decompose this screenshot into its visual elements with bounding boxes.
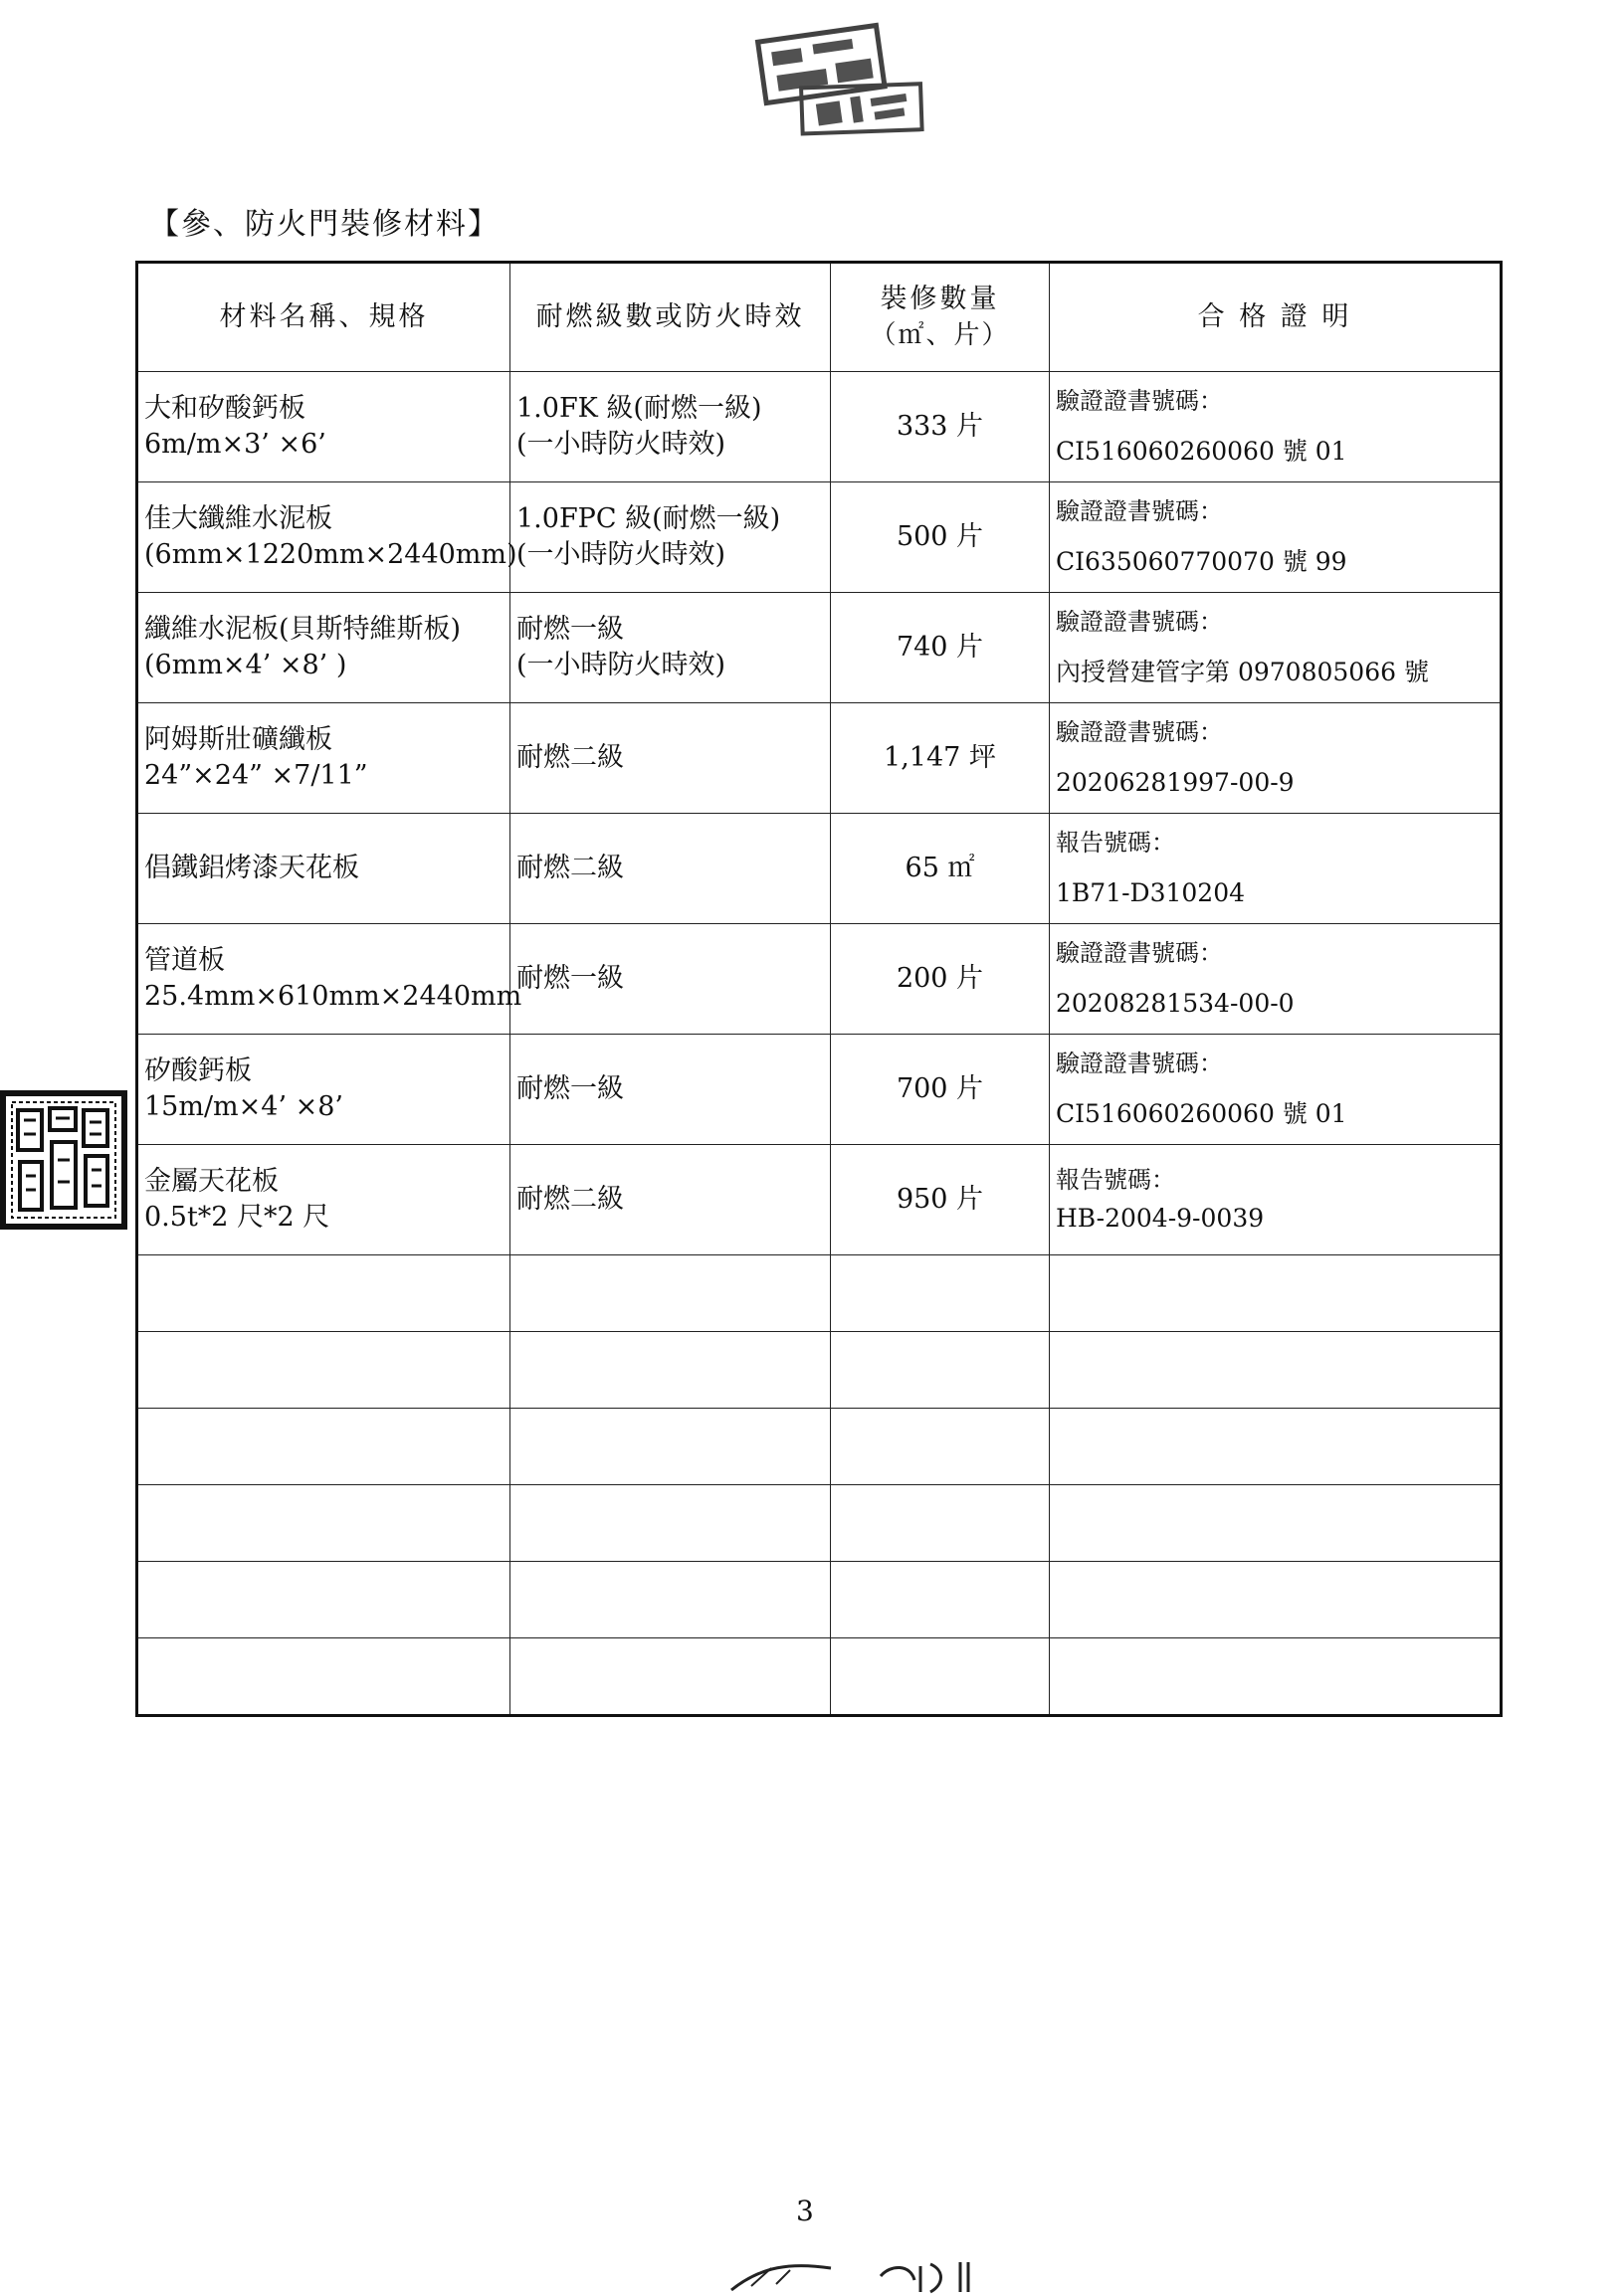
certificate-cell xyxy=(1050,1035,1502,1145)
handwritten-mark xyxy=(721,2256,1020,2296)
material-name: 大和矽酸鈣板 xyxy=(144,392,305,424)
certificate-cell xyxy=(1050,1145,1502,1255)
rating-grade: 耐燃二級 xyxy=(516,1183,624,1215)
material-name: 矽酸鈣板 xyxy=(144,1054,252,1086)
rating-cell xyxy=(510,1035,831,1145)
rating-cell xyxy=(510,482,831,593)
certificate-number: CI516060260060 號 01 xyxy=(1056,437,1347,467)
material-name-cell xyxy=(137,1035,510,1145)
material-name: 佳大纖維水泥板 xyxy=(144,502,332,534)
page-number: 3 xyxy=(796,2195,814,2227)
rating-grade: 耐燃一級 xyxy=(516,962,624,994)
material-spec: 24”×24” ×7/11” xyxy=(144,760,368,791)
material-spec: 15m/m×4’ ×8’ xyxy=(144,1091,344,1122)
rating-grade: 耐燃二級 xyxy=(516,741,624,773)
rating-cell xyxy=(510,593,831,703)
empty-row xyxy=(137,1332,1502,1409)
quantity-cell: 700 片 xyxy=(831,1035,1050,1145)
material-spec: (6mm×1220mm×2440mm) xyxy=(144,539,517,570)
header-certificate: 合 格 證 明 xyxy=(1050,263,1502,372)
rating-grade: 耐燃一級 xyxy=(516,613,624,645)
empty-row xyxy=(137,1638,1502,1716)
certificate-number: 1B71-D310204 xyxy=(1056,878,1246,908)
header-material-name: 材料名稱、規格 xyxy=(137,263,510,372)
certificate-label: 驗證證書號碼： xyxy=(1056,1049,1223,1077)
quantity-cell: 1,147 坪 xyxy=(831,703,1050,814)
quantity-cell: 950 片 xyxy=(831,1145,1050,1255)
certificate-label: 驗證證書號碼： xyxy=(1056,717,1223,746)
materials-table xyxy=(135,261,1503,1717)
certificate-number: CI516060260060 號 01 xyxy=(1056,1099,1347,1129)
certificate-number: HB-2004-9-0039 xyxy=(1056,1204,1265,1234)
rating-grade: 1.0FPC 級(耐燃一級) xyxy=(516,502,781,534)
rating-cell xyxy=(510,1145,831,1255)
rating-duration: (一小時防火時效) xyxy=(516,429,726,460)
quantity-cell: 740 片 xyxy=(831,593,1050,703)
table-row xyxy=(137,924,1502,1035)
rating-cell xyxy=(510,703,831,814)
empty-row xyxy=(137,1562,1502,1638)
rating-duration: (一小時防火時效) xyxy=(516,539,726,570)
material-name-cell xyxy=(137,814,510,924)
empty-row xyxy=(137,1409,1502,1485)
rating-duration: (一小時防火時效) xyxy=(516,650,726,680)
certificate-cell xyxy=(1050,703,1502,814)
certificate-label: 驗證證書號碼： xyxy=(1056,938,1223,967)
section-title: 【參、防火門裝修材料】 xyxy=(149,207,500,242)
certificate-label: 驗證證書號碼： xyxy=(1056,496,1223,525)
side-seal-stamp xyxy=(0,1090,127,1230)
material-name-cell xyxy=(137,482,517,593)
material-name: 纖維水泥板(貝斯特維斯板) xyxy=(144,613,462,645)
rating-cell xyxy=(510,814,831,924)
material-spec: 25.4mm×610mm×2440mm xyxy=(144,981,522,1012)
rating-cell xyxy=(510,372,831,482)
quantity-cell: 500 片 xyxy=(831,482,1050,593)
material-name: 阿姆斯壯礦纖板 xyxy=(144,723,332,755)
certificate-number: 內授營建管字第 0970805066 號 xyxy=(1056,658,1429,687)
table-header-row xyxy=(137,263,1502,372)
certificate-number: CI635060770070 號 99 xyxy=(1056,547,1347,577)
certificate-cell xyxy=(1050,593,1502,703)
material-name-cell xyxy=(137,593,510,703)
certificate-cell xyxy=(1050,924,1502,1035)
quantity-cell: 333 片 xyxy=(831,372,1050,482)
material-name: 管道板 xyxy=(144,944,225,976)
table-row xyxy=(137,1145,1502,1255)
rating-grade: 耐燃一級 xyxy=(516,1072,624,1104)
material-spec: 0.5t*2 尺*2 尺 xyxy=(144,1202,330,1233)
quantity-cell: 65 ㎡ xyxy=(831,814,1050,924)
certificate-cell xyxy=(1050,372,1502,482)
table-row xyxy=(137,482,1502,593)
material-name-cell xyxy=(137,924,522,1035)
certificate-cell xyxy=(1050,482,1502,593)
rating-grade: 1.0FK 級(耐燃一級) xyxy=(516,392,762,424)
table-row xyxy=(137,372,1502,482)
rating-cell xyxy=(510,924,831,1035)
material-name-cell xyxy=(137,703,510,814)
header-rating: 耐燃級數或防火時效 xyxy=(510,263,831,372)
top-seal-stamp xyxy=(751,10,945,153)
header-quantity-line1: 裝修數量 xyxy=(880,284,1000,315)
certificate-number: 20208281534-00-0 xyxy=(1056,989,1295,1019)
certificate-label: 報告號碼： xyxy=(1056,1165,1175,1194)
certificate-number: 20206281997-00-9 xyxy=(1056,768,1295,798)
table-row xyxy=(137,1035,1502,1145)
certificate-label: 驗證證書號碼： xyxy=(1056,607,1223,636)
table-row xyxy=(137,593,1502,703)
quantity-cell: 200 片 xyxy=(831,924,1050,1035)
material-spec: (6mm×4’ ×8’ ) xyxy=(144,650,347,680)
empty-row xyxy=(137,1485,1502,1562)
empty-row xyxy=(137,1255,1502,1332)
material-name-cell xyxy=(137,372,510,482)
header-quantity-unit: （㎡、片） xyxy=(870,319,1010,350)
material-name: 金屬天花板 xyxy=(144,1165,279,1197)
certificate-label: 報告號碼： xyxy=(1056,828,1175,857)
certificate-label: 驗證證書號碼： xyxy=(1056,386,1223,415)
material-name-cell xyxy=(137,1145,510,1255)
certificate-cell xyxy=(1050,814,1502,924)
table-row xyxy=(137,703,1502,814)
table-row xyxy=(137,814,1502,924)
header-quantity xyxy=(831,263,1050,372)
rating-grade: 耐燃二級 xyxy=(516,852,624,883)
material-name: 倡鐵鋁烤漆天花板 xyxy=(144,852,359,883)
material-spec: 6m/m×3’ ×6’ xyxy=(144,429,326,460)
